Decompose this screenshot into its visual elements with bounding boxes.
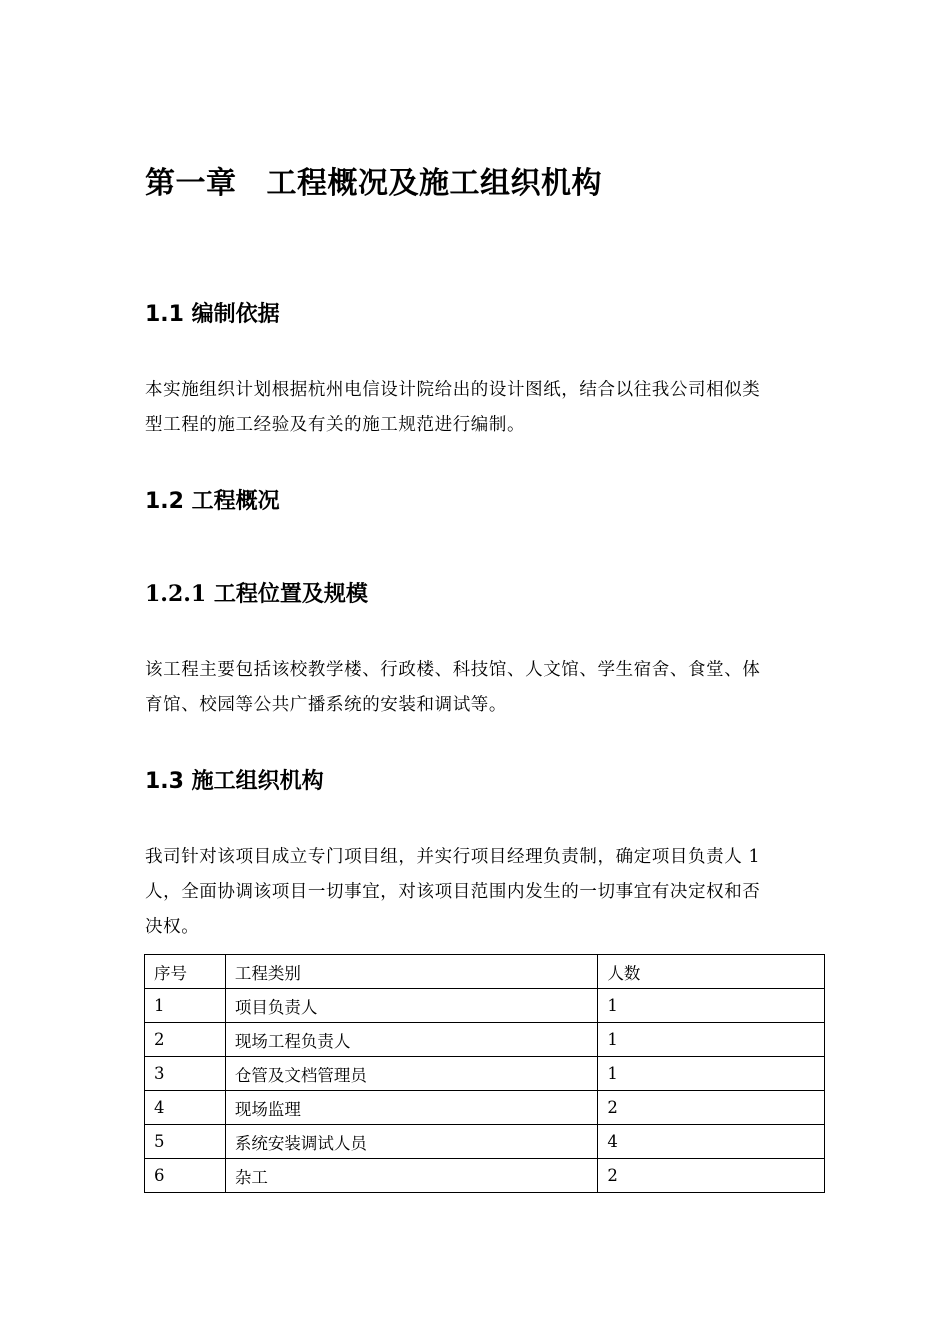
section-1-3-paragraph xyxy=(145,840,810,945)
cell-count: 4 xyxy=(598,1125,825,1159)
cell-category: 现场监理 xyxy=(225,1091,597,1125)
section-1-2-heading: 1.2 工程概况 xyxy=(145,489,280,514)
header-cell-category: 工程类别 xyxy=(225,955,597,989)
cell-category: 现场工程负责人 xyxy=(225,1023,597,1057)
cell-category: 杂工 xyxy=(225,1159,597,1193)
cell-category: 系统安装调试人员 xyxy=(225,1125,597,1159)
section-1-3-heading: 1.3 施工组织机构 xyxy=(145,769,324,794)
cell-index: 2 xyxy=(145,1023,226,1057)
section-1-1-heading: 1.1 编制依据 xyxy=(145,302,280,327)
cell-category: 项目负责人 xyxy=(225,989,597,1023)
cell-index: 4 xyxy=(145,1091,226,1125)
cell-count: 2 xyxy=(598,1091,825,1125)
cell-count: 1 xyxy=(598,1023,825,1057)
cell-count: 1 xyxy=(598,1057,825,1091)
paragraph-line: 该工程主要包括该校教学楼、行政楼、科技馆、人文馆、学生宿舍、食堂、体 xyxy=(145,660,761,680)
paragraph-line: 人，全面协调该项目一切事宜，对该项目范围内发生的一切事宜有决定权和否 xyxy=(145,882,761,902)
paragraph-line: 本实施组织计划根据杭州电信设计院给出的设计图纸，结合以往我公司相似类 xyxy=(145,380,761,400)
paragraph-line: 决权。 xyxy=(145,917,200,937)
section-1-2-1-heading: 1.2.1 工程位置及规模 xyxy=(145,581,368,607)
table-header-row xyxy=(145,955,825,989)
section-1-1-paragraph xyxy=(145,373,810,443)
header-cell-count: 人数 xyxy=(598,955,825,989)
cell-count: 2 xyxy=(598,1159,825,1193)
table-row xyxy=(145,1159,825,1193)
cell-count: 1 xyxy=(598,989,825,1023)
chapter-name: 工程概况及施工组织机构 xyxy=(266,166,602,201)
table-row xyxy=(145,989,825,1023)
staff-table xyxy=(144,954,825,1193)
table-row xyxy=(145,1091,825,1125)
table-row xyxy=(145,1023,825,1057)
cell-index: 3 xyxy=(145,1057,226,1091)
cell-category: 仓管及文档管理员 xyxy=(225,1057,597,1091)
chapter-title xyxy=(145,158,602,202)
table-row xyxy=(145,1125,825,1159)
cell-index: 5 xyxy=(145,1125,226,1159)
paragraph-line: 我司针对该项目成立专门项目组，并实行项目经理负责制，确定项目负责人 1 xyxy=(145,847,761,867)
paragraph-line: 型工程的施工经验及有关的施工规范进行编制。 xyxy=(145,415,526,435)
cell-index: 6 xyxy=(145,1159,226,1193)
cell-index: 1 xyxy=(145,989,226,1023)
table-row xyxy=(145,1057,825,1091)
paragraph-line: 育馆、校园等公共广播系统的安装和调试等。 xyxy=(145,695,507,715)
chapter-number: 第一章 xyxy=(145,166,237,201)
header-cell-index: 序号 xyxy=(145,955,226,989)
section-1-2-1-paragraph xyxy=(145,653,810,723)
